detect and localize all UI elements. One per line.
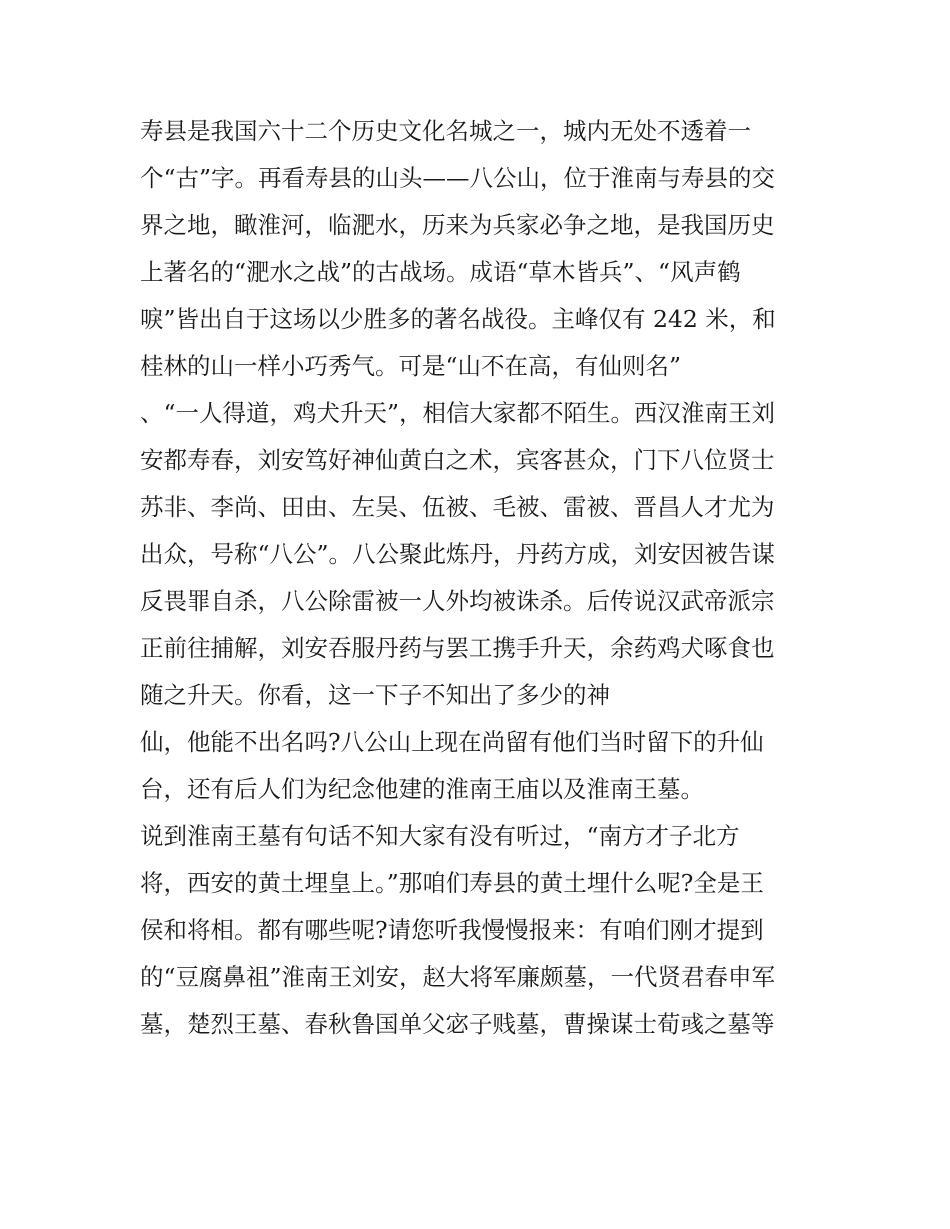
text-line: 出众，号称“八公”。八公聚此炼丹，丹药方成，刘安因被告谋 (140, 540, 776, 568)
text-line: 桂林的山一样小巧秀气。可是“山不在高，有仙则名” (140, 352, 682, 380)
text-line: 上著名的“淝水之战”的古战场。成语“草木皆兵”、“风声鹤 (140, 258, 741, 286)
text-line: 仙，他能不出名吗?八公山上现在尚留有他们当时留下的升仙 (140, 728, 764, 756)
text-line: 反畏罪自杀，八公除雷被一人外均被诛杀。后传说汉武帝派宗 (140, 587, 775, 615)
text-line: 界之地，瞰淮河，临淝水，历来为兵家必争之地，是我国历史 (140, 211, 775, 239)
text-line: 说到淮南王墓有句话不知大家有没有听过，“南方才子北方 (140, 822, 740, 850)
body-text (140, 108, 820, 1048)
text-line: 随之升天。你看，这一下子不知出了多少的神 (140, 681, 610, 709)
text-line: 安都寿春，刘安笃好神仙黄白之术，宾客甚众，门下八位贤士 (140, 446, 775, 474)
text-line: 寿县是我国六十二个历史文化名城之一，城内无处不透着一 (140, 117, 751, 145)
text-line: 将，西安的黄土埋皇上。”那咱们寿县的黄土埋什么呢?全是王 (140, 869, 764, 897)
text-line: 个“古”字。再看寿县的山头——八公山，位于淮南与寿县的交 (140, 164, 776, 192)
text-line: 侯和将相。都有哪些呢?请您听我慢慢报来：有咱们刚才提到 (140, 916, 764, 944)
text-line: 墓，楚烈王墓、春秋鲁国单父宓子贱墓，曹操谋士荀彧之墓等 (140, 1010, 775, 1038)
text-line: 的“豆腐鼻祖”淮南王刘安，赵大将军廉颇墓，一代贤君春申军 (140, 963, 776, 991)
text-line: 正前往捕解，刘安吞服丹药与罢工携手升天，余药鸡犬啄食也 (140, 634, 775, 662)
text-line: 台，还有后人们为纪念他建的淮南王庙以及淮南王墓。 (140, 775, 704, 803)
text-line: 唳”皆出自于这场以少胜多的著名战役。主峰仅有 242 米，和 (140, 305, 776, 333)
text-line: 、“一人得道，鸡犬升天”，相信大家都不陌生。西汉淮南王刘 (140, 399, 776, 427)
text-line: 苏非、李尚、田由、左吴、伍被、毛被、雷被、晋昌人才尤为 (140, 493, 775, 521)
